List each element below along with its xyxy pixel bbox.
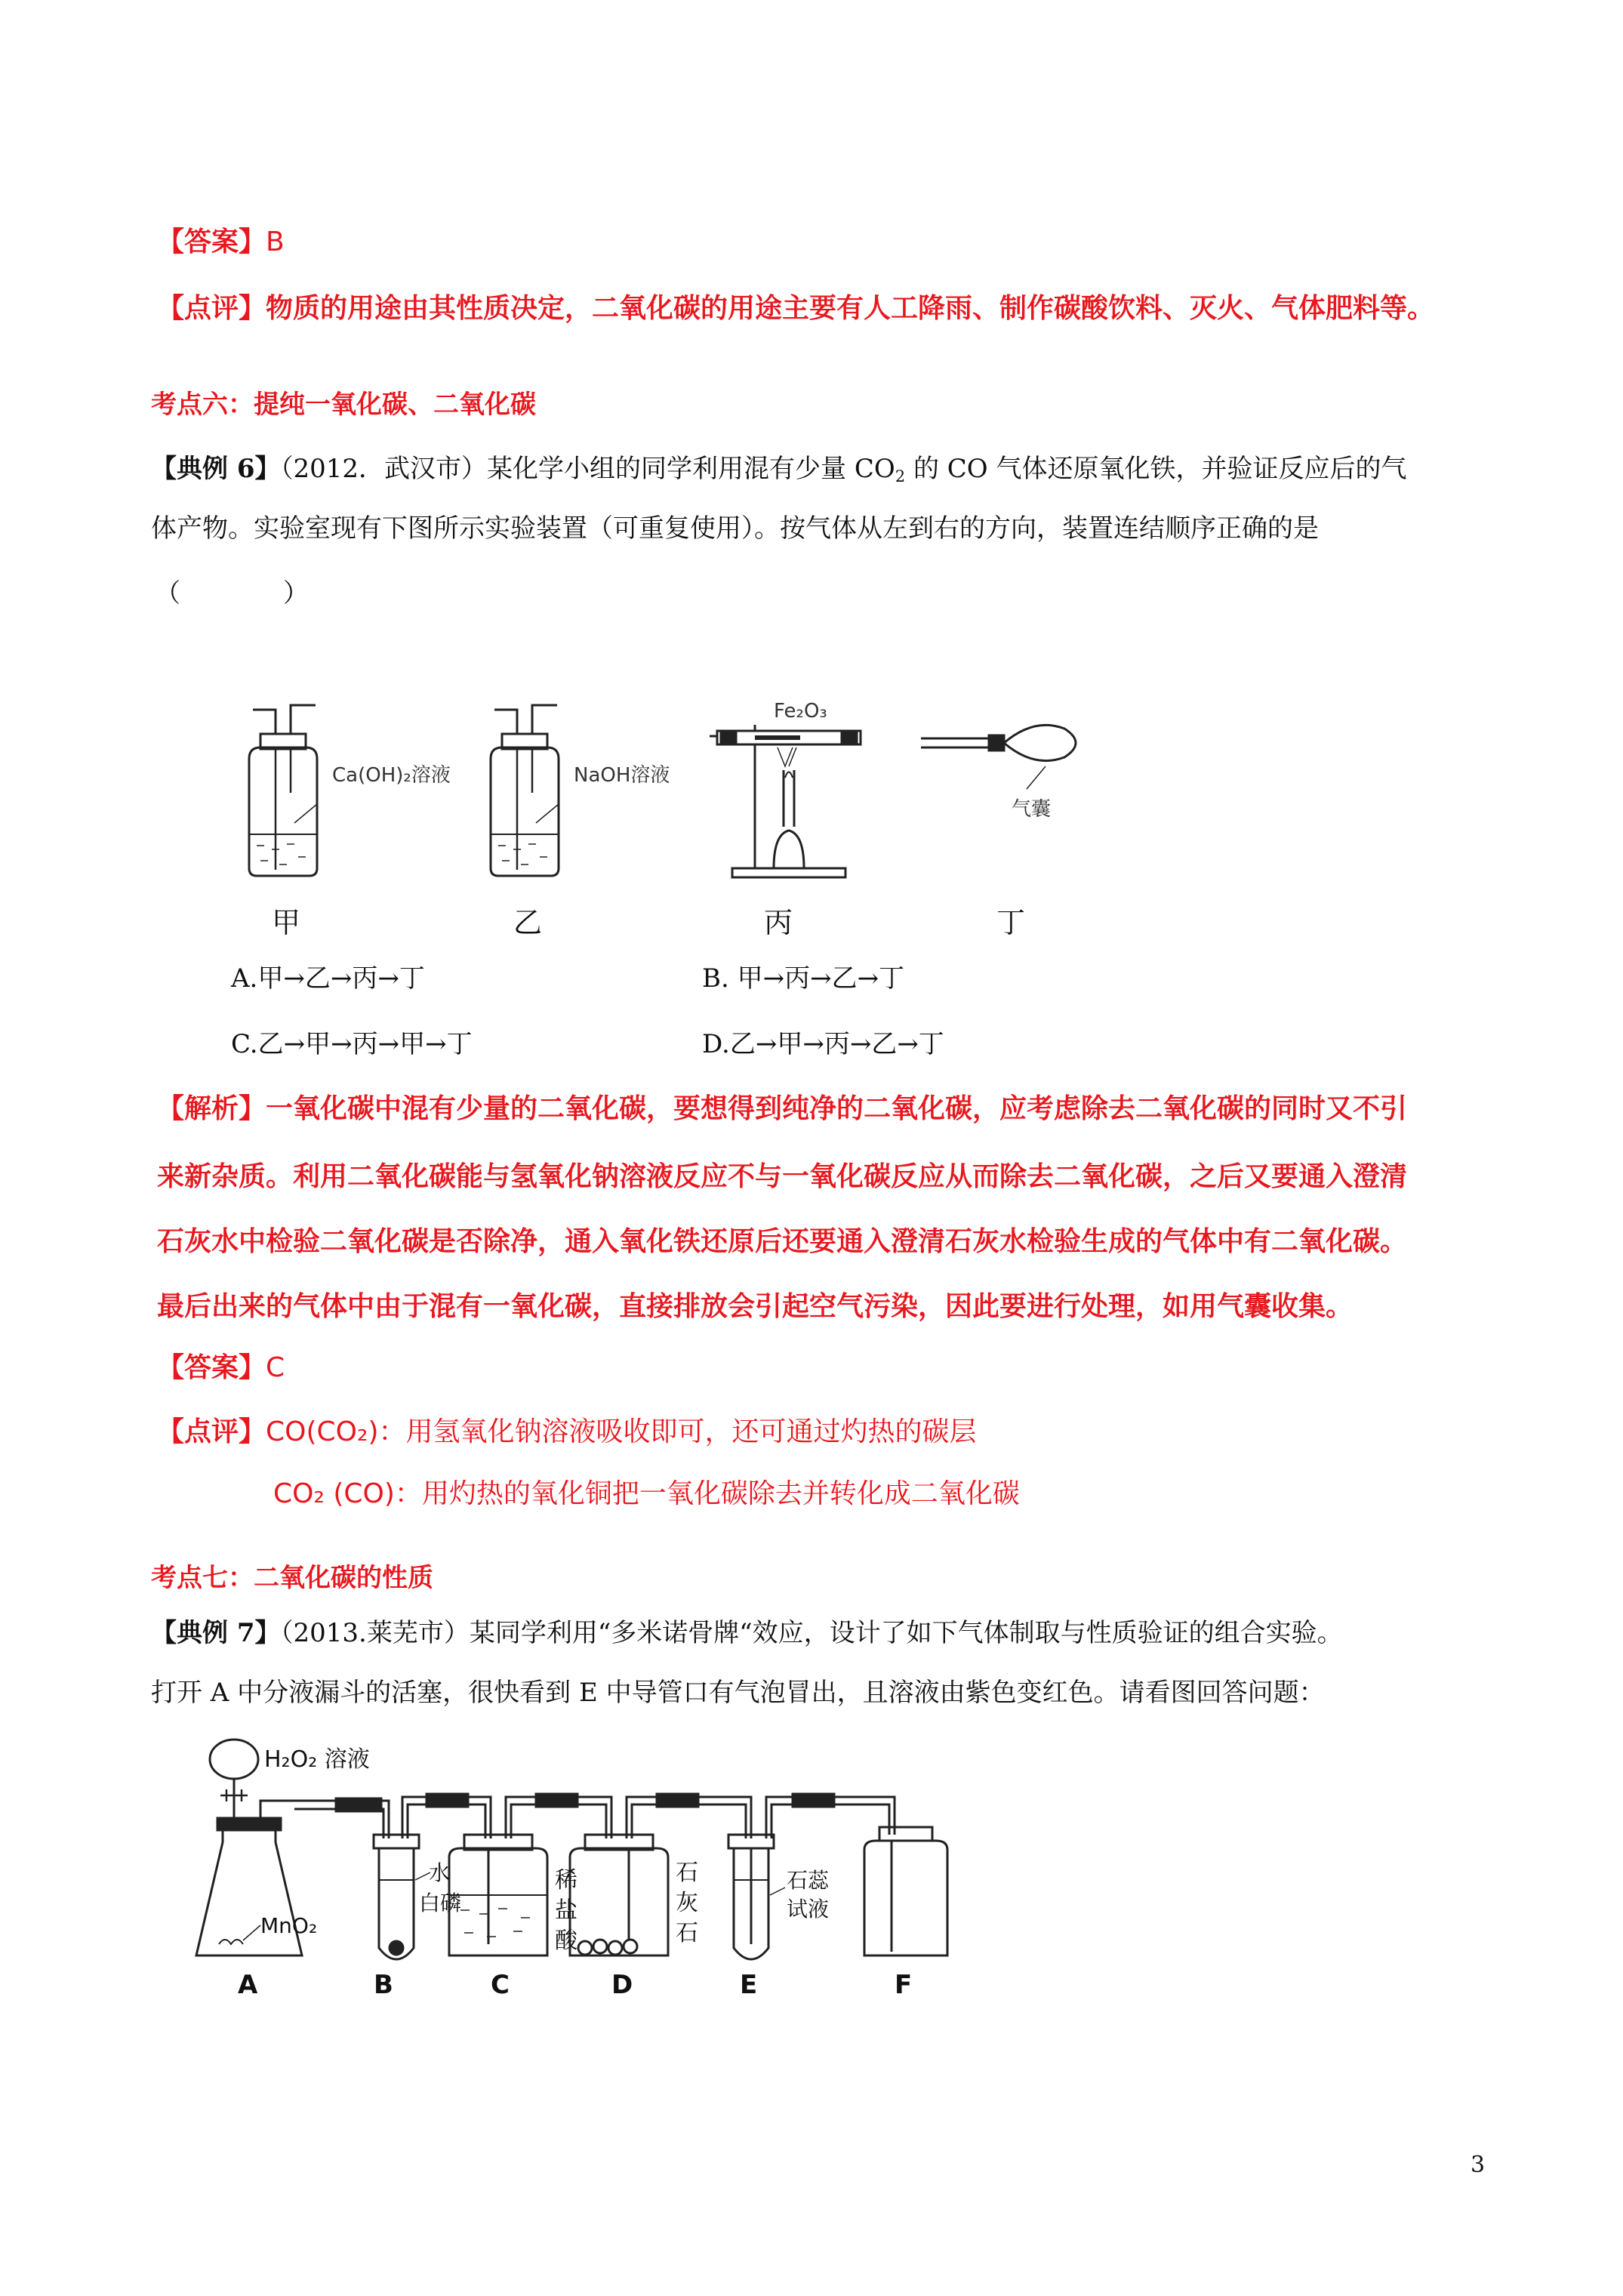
option-c: C.乙→甲→丙→甲→丁 <box>231 1029 473 1059</box>
reagent-bing-label: Fe₂O₃ <box>774 700 827 723</box>
answer6-tag: 【答案】 <box>157 1352 266 1383</box>
apparatus-figure-example6 <box>226 695 1095 944</box>
letter-f: F <box>895 1970 913 2000</box>
example6-line1 <box>151 448 1406 485</box>
b-label-water: 水 <box>429 1860 451 1885</box>
comment-line <box>157 287 1434 325</box>
answer-value: B <box>266 227 285 257</box>
example6-line2: 体产物。实验室现有下图所示实验装置（可重复使用）。按气体从左到右的方向，装置连结顺序正确的是 <box>151 513 1319 544</box>
analysis-tag: 【解析】 <box>157 1093 266 1124</box>
example6-text-a: （2012．武汉市）某化学小组的同学利用混有少量 CO <box>280 454 895 484</box>
answer6-value: C <box>266 1352 285 1383</box>
analysis-line3: 石灰水中检验二氧化碳是否除净，通入氧化铁还原后还要通入澄清石灰水检验生成的气体中有二氧化碳。 <box>157 1226 1408 1257</box>
page-number: 3 <box>1471 2152 1486 2178</box>
bag-label: 气囊 <box>1012 798 1052 821</box>
label-jia: 甲 <box>272 906 301 939</box>
a-reagent-label: MnO₂ <box>260 1913 318 1938</box>
label-ding: 丁 <box>996 906 1026 939</box>
apparatus-d <box>570 1835 668 1955</box>
apparatus-f <box>864 1827 947 1955</box>
label-yi: 乙 <box>513 906 543 939</box>
bottle-jia <box>249 705 317 876</box>
reagent-jia-label: Ca(OH)₂溶液 <box>332 764 451 787</box>
letter-d: D <box>611 1970 633 2000</box>
c-label-2: 盐 <box>555 1897 577 1924</box>
letter-b: B <box>374 1970 393 2000</box>
bottle-yi <box>491 705 559 876</box>
option-d: D.乙→甲→丙→乙→丁 <box>702 1029 944 1059</box>
analysis-text-1: 一氧化碳中混有少量的二氧化碳，要想得到纯净的二氧化碳，应考虑除去二氧化碳的同时又不引 <box>266 1093 1408 1124</box>
example7-text-1: （2013.莱芜市）某同学利用“多米诺骨牌“效应，设计了如下气体制取与性质验证的组合实验。 <box>280 1618 1343 1648</box>
example7-tag: 【典例 7】 <box>151 1618 281 1648</box>
d-label-1: 石 <box>676 1860 698 1886</box>
analysis-line4: 最后出来的气体中由于混有一氧化碳，直接排放会引起空气污染，因此要进行处理，如用气囊收集。 <box>157 1291 1354 1322</box>
comment-text: 物质的用途由其性质决定，二氧化碳的用途主要有人工降雨、制作碳酸饮料、灭火、气体肥料等。 <box>266 293 1435 324</box>
example6-tag: 【典例 6】 <box>151 454 281 484</box>
example6-text-b: 的 CO 气体还原氧化铁，并验证反应后的气 <box>905 454 1407 484</box>
section7-heading: 考点七：二氧化碳的性质 <box>151 1563 433 1593</box>
example6-blank: （ ） <box>155 578 309 609</box>
connecting-tubes <box>294 1794 895 1838</box>
apparatus-c <box>449 1835 547 1955</box>
b-label-phosphorus: 白磷 <box>419 1891 462 1915</box>
comment6-tag: 【点评】 <box>157 1416 266 1447</box>
e-label-2: 试液 <box>787 1897 830 1922</box>
apparatus-figure-example7 <box>189 1729 1079 2001</box>
funnel-label: H₂O₂ 溶液 <box>264 1746 370 1773</box>
e-label-1: 石蕊 <box>787 1868 830 1893</box>
apparatus-e <box>728 1835 785 1959</box>
option-a: A.甲→乙→丙→丁 <box>231 963 425 994</box>
comment6-line1 <box>157 1410 976 1449</box>
gas-bag-ding <box>921 725 1076 789</box>
example6-sub: 2 <box>895 466 906 485</box>
letter-c: C <box>491 1970 510 2000</box>
option-b: B. 甲→丙→乙→丁 <box>702 963 905 994</box>
reagent-yi-label: NaOH溶液 <box>574 764 670 787</box>
analysis-line1 <box>157 1087 1407 1126</box>
d-label-2: 灰 <box>676 1890 698 1916</box>
answer6-line <box>157 1346 285 1385</box>
answer-line <box>157 220 285 259</box>
comment-tag: 【点评】 <box>157 293 266 324</box>
comment6-text-1: CO(CO₂)：用氢氧化钠溶液吸收即可，还可通过灼热的碳层 <box>266 1416 977 1447</box>
d-label-3: 石 <box>676 1920 698 1946</box>
analysis-line2: 来新杂质。利用二氧化碳能与氢氧化钠溶液反应不与一氧化碳反应从而除去二氧化碳，之后又要通入澄清 <box>157 1161 1408 1192</box>
example7-line1 <box>151 1612 1343 1649</box>
letter-e: E <box>740 1970 758 2000</box>
label-bing: 丙 <box>764 906 793 939</box>
section6-heading: 考点六：提纯一氧化碳、二氧化碳 <box>151 390 536 420</box>
example7-line2: 打开 A 中分液漏斗的活塞，很快看到 E 中导管口有气泡冒出，且溶液由紫色变红色。请看图回答问题： <box>151 1678 1325 1708</box>
c-label-3: 酸 <box>555 1928 577 1954</box>
heating-setup-bing <box>710 725 861 877</box>
c-label-1: 稀 <box>555 1867 577 1894</box>
answer-tag: 【答案】 <box>157 227 266 257</box>
letter-a: A <box>238 1970 258 2000</box>
comment6-line2: CO₂ (CO)：用灼热的氧化铜把一氧化碳除去并转化成二氧化碳 <box>273 1478 1020 1509</box>
